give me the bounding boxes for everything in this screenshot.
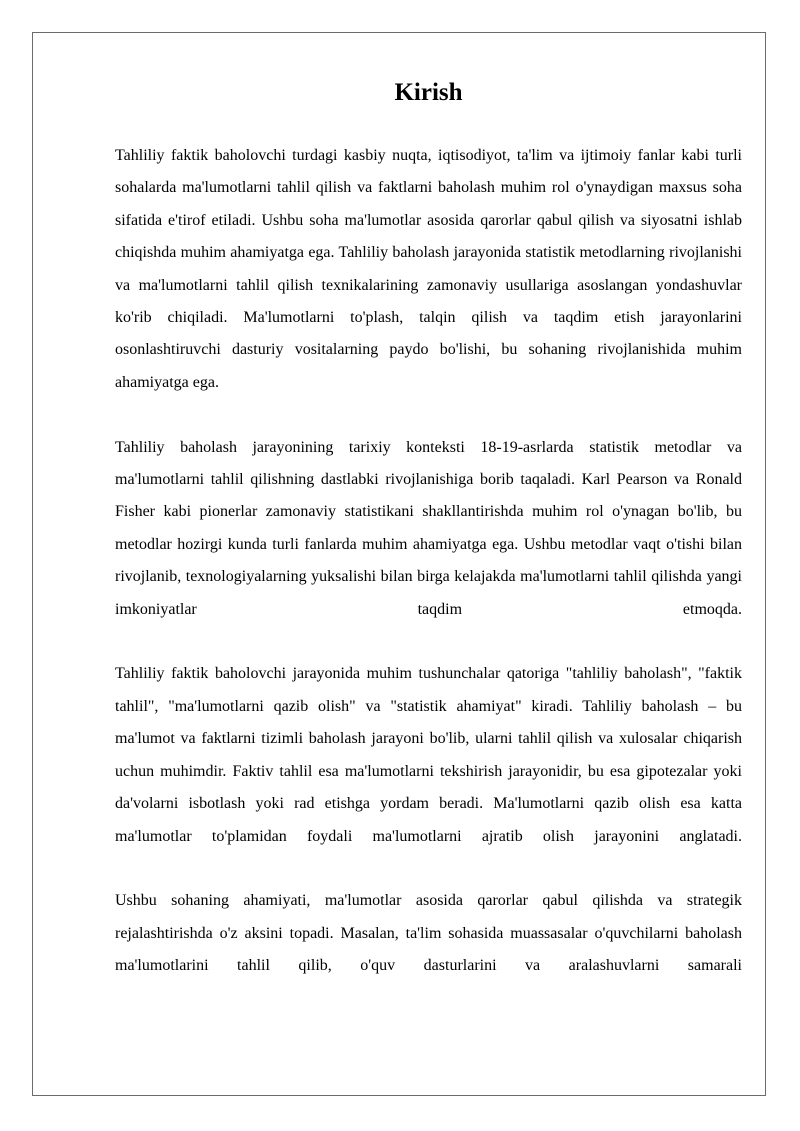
paragraph-intro: Tahliliy faktik baholovchi turdagi kasbiy nuqta, iqtisodiyot, ta'lim va ijtimoiy fanlar kabi turli sohalarda ma'lumotlarni tahlil qilish va faktlarni baholash muhim rol o'ynaydigan maxsus soha sifatida e'tirof etiladi. Ushbu soha ma'lumotlar asosida qarorlar qabul qilish va siyosatni ishlab chiqishda muhim ahamiyatga ega. Tahliliy baholash jarayonida statistik metodlarning rivojlanishi va ma'lumotlarni tahlil qilish texnikalarining zamonaviy usullariga asoslangan yondashuvlar ko'rib chiqiladi. Ma'lumotlarni to'plash, talqin qilish va taqdim etish jarayonlarini osonlashtiruvchi dasturiy vositalarning paydo bo'lishi, bu sohaning rivojlanishida muhim ahamiyatga ega.: [115, 147, 742, 391]
paragraph-concepts: Tahliliy faktik baholovchi jarayonida muhim tushunchalar qatoriga "tahliliy baholash", "faktik tahlil", "ma'lumotlarni qazib olish" va "statistik ahamiyat" kiradi. Tahliliy baholash – bu ma'lumot va faktlarni tizimli baholash jarayoni bo'lib, ularni tahlil qilish va xulosalar chiqarish uchun muhimdir. Faktiv tahlil esa ma'lumotlarni tekshirish jarayonidir, bu esa gipotezalar yoki da'volarni isbotlash yoki rad etishga yordam beradi. Ma'lumotlarni qazib olish esa katta ma'lumotlar to'plamidan foydali ma'lumotlarni ajratib olish jarayonini anglatadi.: [115, 665, 742, 845]
title-spacer: [115, 112, 742, 140]
paragraph-significance: Ushbu sohaning ahamiyati, ma'lumotlar asosida qarorlar qabul qilishda va strategik rejalashtirishda o'z aksini topadi. Masalan, ta'lim sohasida muassasalar o'quvchilarni baholash ma'lumotlarini tahlil qilib, o'quv dasturlarini va aralashuvlarni samarali: [115, 892, 742, 975]
document-title: Kirish: [394, 79, 463, 106]
paragraph-spacer: [115, 399, 742, 431]
document-body: [115, 74, 742, 983]
paragraph-spacer: [115, 626, 742, 658]
paragraph-history: Tahliliy baholash jarayonining tarixiy konteksti 18-19-asrlarda statistik metodlar va ma'lumotlarni tahlil qilishning dastlabki rivojlanishiga borib taqaladi. Karl Pearson va Ronald Fisher kabi pionerlar zamonaviy statistikani shakllantirishda muhim rol o'ynagan bo'lib, bu metodlar hozirgi kunda turli fanlarda muhim ahamiyatga ega. Ushbu metodlar vaqt o'tishi bilan rivojlanib, texnologiyalarning yuksalishi bilan birga kelajakda ma'lumotlarni tahlil qilishda yangi imkoniyatlar taqdim etmoqda.: [115, 438, 742, 618]
paragraph-spacer: [115, 853, 742, 885]
title-wrap: [115, 74, 742, 112]
